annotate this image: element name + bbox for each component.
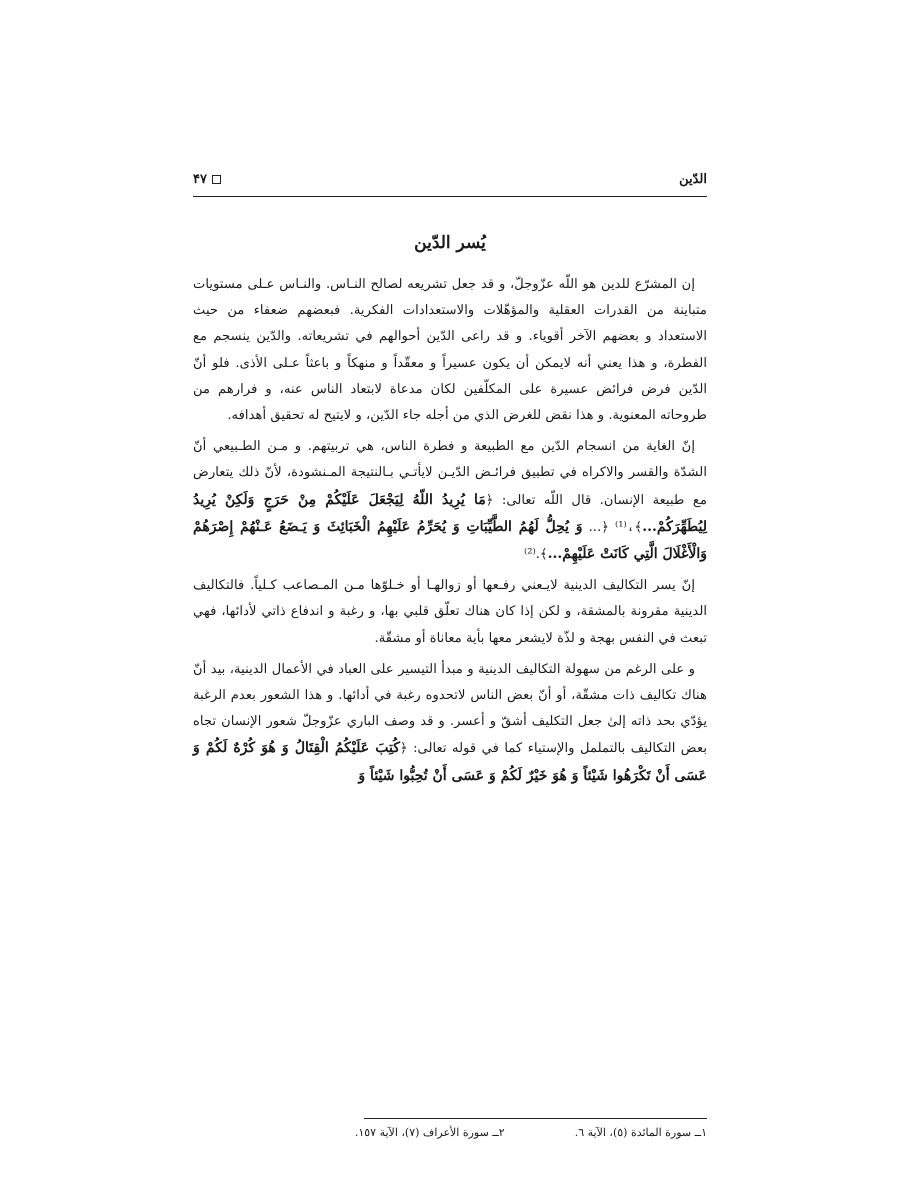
paragraph-text: إنّ الغاية من انسجام الدّين مع الطبيعة و فطرة الناس، هي تربيتهم. و مـن الطـبيعي أنّ الشدّة والقسر والاكراه في تطبيق فرائـض الدّيـن لايأتـي بـالنتيجة المـنشودة، لأنّ ذلك يتعارض مع طبيعة الإنسان. قال اللّه تعالى: ﴿ — [193, 439, 708, 508]
book-page — [193, 0, 707, 1200]
footnote-2: ٢ــ سورة الأعراف (٧)، الآية ١٥٧. — [354, 1126, 505, 1139]
paragraph — [193, 573, 707, 652]
body-text — [193, 272, 707, 795]
paragraph — [193, 657, 707, 790]
paragraph-text: ﴾.⁽²⁾ — [523, 547, 548, 563]
page-number: ۴۷ — [193, 172, 207, 187]
running-header — [193, 170, 707, 197]
header-title: الدّين — [679, 172, 707, 187]
section-title: يُسر الدّين — [414, 233, 486, 253]
quran-verse: مَا يُرِيدُ اللّهُ لِيَجْعَلَ عَلَيْكُمْ مِنْ حَرَجٍ وَلَكِنْ يُرِيدُ لِيُطَهِّرَكُمْ... — [193, 491, 707, 535]
quran-verse: وَ يُحِلُّ لَهُمُ الطَّيِّبَاتِ وَ يُحَرِّمُ عَلَيْهِمُ الْخَبَائِثَ وَ يَـضَعُ عَـنْهُمْ إِصْرَهُمْ وَالْأَغْلَالَ الَّتِي كَانَتْ عَلَيْهِمْ... — [193, 518, 707, 563]
header-page-number — [193, 172, 221, 187]
quran-verse: كُتِبَ عَلَيْكُمُ الْقِتَالُ وَ هُوَ كُرْهٌ لَكُمْ وَ عَسَى أَنْ تَكْرَهُوا شَيْئاً وَ هُوَ خَيْرٌ لَكُمْ وَ عَسَى أَنْ تُحِبُّوا شَيْئاً وَ — [193, 740, 707, 784]
footnotes — [193, 1126, 707, 1146]
footnote-divider — [364, 1118, 707, 1119]
paragraph-text: و على الرغم من سهولة التكاليف الدينية و مبدأ التيسير على العباد في الأعمال الدينية، بيد أنّ هناك تكاليف ذات مشقّة، أو أنّ بعض الناس لاتحدوه رغبة في أدائها. و هذا الشعور بعدم الرغبة يؤدّي بحد ذاته إلىٰ جعل التكليف أشقّ و أعسر. و قد وصف الباري عزّوجلّ شعور الإنسان تجاه بعض التكاليف بالتململ والإستياء كما في قوله تعالى: ﴿ — [193, 661, 707, 757]
paragraph-text: إنّ يسر التكاليف الدينية لايـعني رفـعها أو زوالهـا أو خـلوّها مـن المـصاعب كـلياً. فالتكاليف الدينية مقرونة بالمشقة، و لكن إذا كان هناك تعلّق قلبي بها، و رغبة و اندفاع ذاتي لأدائها، فهي تبعث في النفس بهجة و لذّة لايشعر معها بأية معاناة أو مشقّة. — [193, 578, 707, 646]
paragraph — [193, 434, 707, 568]
paragraph — [193, 272, 707, 429]
footnote-1: ١ــ سورة المائدة (٥)، الآية ٦. — [574, 1126, 707, 1139]
paragraph-text: إن المشرّع للدين هو اللّه عزّوجلّ، و قد جعل تشريعه لصالح النـاس. والنـاس عـلى مستويات متباينة من القدرات العقلية والمؤهّلات والاستعدادات الفكرية. فبعضهم ضعفاء من حيث الاستعداد و بعضهم الآخر أقوياء. و قد راعى الدّين أحوالهم في تشريعاته. والدّين ينسجم مع الفطرة، و هذا يعني أنه لايمكن أن يكون عسيراً و معقّداً و منهكاً و باعثاً عـلى الأذى. فلو أنّ الدّين فرض فرائض عسيرة على المكلّفين لكان مدعاة لابتعاد الناس عنه، و فرارهم من طروحاته المعنوية. و هذا نقض للغرض الذي من أجله جاء الدّين، و لايتيح له تحقيق أهدافه. — [193, 277, 707, 424]
paragraph-text: ﴾،⁽¹⁾ ﴿... — [582, 519, 643, 535]
square-icon — [212, 175, 221, 184]
